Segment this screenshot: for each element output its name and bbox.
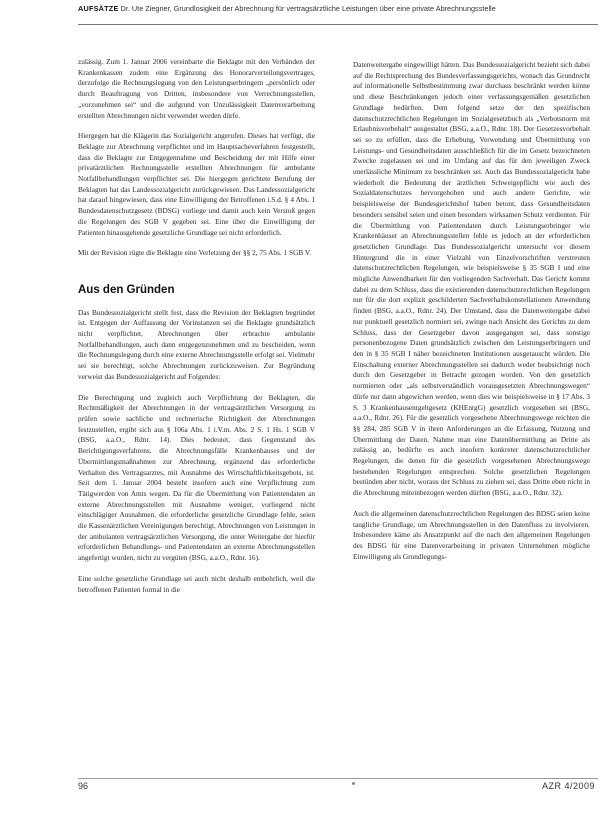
- footer-rule: [78, 778, 598, 779]
- paragraph: Mit der Revision rügte die Beklagte eine Verletzung der §§ 2, 75 Abs. 1 SGB V.: [78, 248, 312, 258]
- right-column: [353, 60, 590, 572]
- section-label: AUFSÄTZE: [78, 4, 119, 13]
- paragraph: zulässig. Zum 1. Januar 2006 vereinbarte die Beklagte mit den Verbänden der Krankenkassen zudem eine Ergänzung des Honorarverteilungsvertrages, derzufolge die Rechnungslegung von den Leistungserbringern „persönlich oder durch Beauftragung von Dritten, insbesondere von Verrechnungsstellen, „vorzunehmen sei“ und die aufgrund von Unzulässigkeit Datenverarbeitung erstellten Abrechnungen nicht verwendet werden dürfe.: [78, 57, 315, 120]
- header-rule: [78, 24, 598, 25]
- section-heading: Aus den Gründen: [78, 283, 175, 296]
- page-number: 96: [78, 781, 89, 791]
- paragraph: Das Bundessozialgericht stellt fest, dass die Revision der Beklagten begründet ist. Entgegen der Auffassung der Vorinstanzen sei die Beklagte grundsätzlich nicht verpflichtet, Abrechnungen über erbrachte ambulante Notfallbehandlungen, auch dann entgegenzunehmen und zu bescheiden, wenn die Rechnungslegung durch eine externe Abrechnungsstelle erfolgt sei. Vielmehr sei sie berechtigt, solche Abrechnungen zurückzuweisen. Zur Begründung verweist das Bundessozialgericht auf Folgendes:: [78, 307, 315, 381]
- paragraph: Eine solche gesetzliche Grundlage sei auch nicht deshalb entbehrlich, weil die betroffenen Patienten formal in die: [78, 573, 315, 594]
- center-dot: [352, 782, 355, 785]
- left-column: [78, 57, 315, 605]
- article-title: Dr. Ute Ziegner, Grundlosigkeit der Abrechnung für vertragsärztliche Leistungen über eine private Abrechnungsstelle: [120, 4, 496, 13]
- paragraph: Auch die allgemeinen datenschutzrechtlichen Regelungen des BDSG seien keine taugliche Grundlage, um Abrechnungsstellen in den Datenfluss zu involvieren. Insbesondere käme als Ansatzpunkt auf die nach den allgemeinen Regelungen des BDSG für eine Datenverarbeitung in privaten Unternehmen mögliche Einwilligung als Grundlegungs-: [353, 508, 590, 561]
- paragraph: Datenweitergabe eingewilligt hätten. Das Bundessozialgericht bezieht sich dabei auf die Rechtsprechung des Bundesverfassungsgerichts, wonach das Grundrecht auf informationelle Selbstbestimmung zwar durchaus beschränkt werden könne und diese Beschränkungen jedoch einer verfassungsgemäßen gesetzlichen Grundlage bedürften. Dem folgend setze der den spezifischen datenschutzrechtlichen Regelungen im Sozialgesetzbuch als „Verbotsnorm mit Erlaubnisvorbehalt“ ausgestaltet (BSG, a.a.O., Rdnr. 18). Der Gesetzesvorbehalt sei so zu erfüllen, dass die Erhebung, Verwendung und Übermittlung von Leistungs- und Gesundheitsdaten ausschließlich für die im Gesetz bezeichneten Zwecke zugelassen sei und im Umfang auf das für den jeweiligen Zweck unerlässliche Minimum zu beschränken sei. Auch das Bundessozialgericht habe wiederholt die Bedeutung der ärztlichen Schweigepflicht wie auch des Sozialdatenschutzes hervorgehoben und auch andere Gerichte, wie beispielsweise der Bundesgerichtshof haben betont, dass Gesundheitsdaten besonders sensibel seien und einen besonders wirksamen Schutz verdienten. Für die Übermittlung von Patientendaten durch Leistungserbringer wie Krankenhäuser an Abrechnungsstellen fehle es jedoch an der erforderlichen gesetzlichen Grundlage. Das Bundessozialgericht untersucht vor diesem Hintergrund die in einer Vielzahl von Einzelvorschriften verstreuten datenschutzrechtlichen Regelungen, wie beispielsweise § 35 SGB I und eine mögliche Anwendbarkeit für den vorliegenden Sachverhalt. Das Gericht kommt dabei zu dem Schluss, dass die existierenden datenschutzrechtlichen Regelungen nur für die dort explizit geschilderten Sachverhaltskonstellationen Anwendung finden (BSG, a.a.O., Rdnr. 24). Der Umstand, dass die Datenweitergabe dabei nur punktuell gesetzlich normiert sei, zwinge nach Ansicht des Gerichts zu dem Schluss, dass der Gesetzgeber davon ausgegangen sei, dass sonstige personenbezogene Daten grundsätzlich zwischen den Leistungserbringern und den in § 35 SGB I näher bezeichneten Institutionen ausgetauscht würden. Die Einschaltung externer Abrechnungsstellen sei dadurch weder beabsichtigt noch durch den Gesetzgeber in Betracht gezogen worden. Von den gesetzlich normierten oder „als selbstverständlich vorausgesetzten Abrechnungswegen“ dürfe nur dann abgewichen werden, wenn dies wie beispielsweise in § 17 Abs. 3 S. 3 Krankenhausentgeltgesetz (KHEntgG) gesetzlich vorgesehen sei (BSG, a.a.O., Rdnr. 26). Für die gesetzlich vorgesehene Abrechnungswege reichten die §§ 284, 285 SGB V in ihren Anforderungen an die Erfassung, Nutzung und Übermittlung der Daten. Nahme man eine Datenübermittlung an Dritte als zulässig an, bedürfte es auch insofern konkreter datenschutzrechtlicher Regelungen, die denen für die gesetzlich vorgesehenen Abrechnungswege bestehenden Regelungen entsprechen. Solche gesetzlichen Regelungen bestünden aber nicht, woraus der Schluss zu ziehen sei, dass Dritte eben nicht in die Abrechnung miteinbezogen werden dürften (BSG, a.a.O., Rdnr. 32).: [353, 60, 590, 498]
- journal-issue: AZR 4/2009: [541, 781, 595, 791]
- paragraph: Die Berechtigung und zugleich auch Verpflichtung der Beklagten, die Rechtmäßigkeit der Abrechnungen in der vertragsärztlichen Versorgung zu prüfen sowie sachliche und rechnerische Richtigkeit der Abrechnungen festzustellen, ergibt sich aus § 106a Abs. 1 i.V.m. Abs. 2 S. 1 Hs. 1 SGB V (BSG, a.a.O., Rdnr. 14). Dies bedeutet, dass Gegenstand des Berichtigungsverfahrens, die Abrechnungsfälle Krankenhauses und der Übermittlungsmaßnahmen zur Abrechnung, ergänzend das erforderliche Verhalten des Vertragsarztes, mit Ausnahme des Wirtschaftlichkeitsgebots, ist. Seit dem 1. Januar 2004 besteht insofern auch eine Verpflichtung zum Tätigwerden von Amts wegen. Da für die Übermittlung von Patientendaten an externe Abrechnungsstellen mit Ausnahme weniger, vorliegend nicht einschlägiger Ausnahmen, die erforderliche gesetzliche Grundlage fehle, seien die Kassenärztlichen Vereinigungen berechtigt, Abrechnungen von Leistungen in der ambulanten vertragsärztlichen Versorgung, die unter Weitergabe der hierfür erforderlichen Behandlungs- und Patientendaten an externe Abrechnungsstellen angefertigt wurden, nicht zu vergüten (BSG, a.a.O., Rdnr. 16).: [78, 392, 315, 563]
- paragraph: Hiergegen hat die Klägerin das Sozialgericht angerufen. Dieses hat verfügt, die Beklagte zur Abrechnung verpflichtet und im Hauptsacheverfahren festgestellt, dass die Beklagte zur Entgegennahme und Bescheidung der mit Hilfe einer privatärztlichen Rechnungsstelle erstellten Abrechnungen für ambulante Notfallbehandlungen verpflichtet sei. Die hiergegen gerichtete Berufung der Beklagten hat das Landessozialgericht zurückgewiesen. Das Landessozialgericht hat darauf hingewiesen, dass eine Einwilligung der Betroffenen i.S.d. § 4 Abs. 1 Bundesdatenschutzgesetz (BDSG) vorliege und damit auch kein Verstoß gegen die Regelungen des SGB V gegeben sei. Eine über die Einwilligung der Patienten hinausgehende gesetzliche Grundlage sei nicht erforderlich.: [78, 131, 315, 237]
